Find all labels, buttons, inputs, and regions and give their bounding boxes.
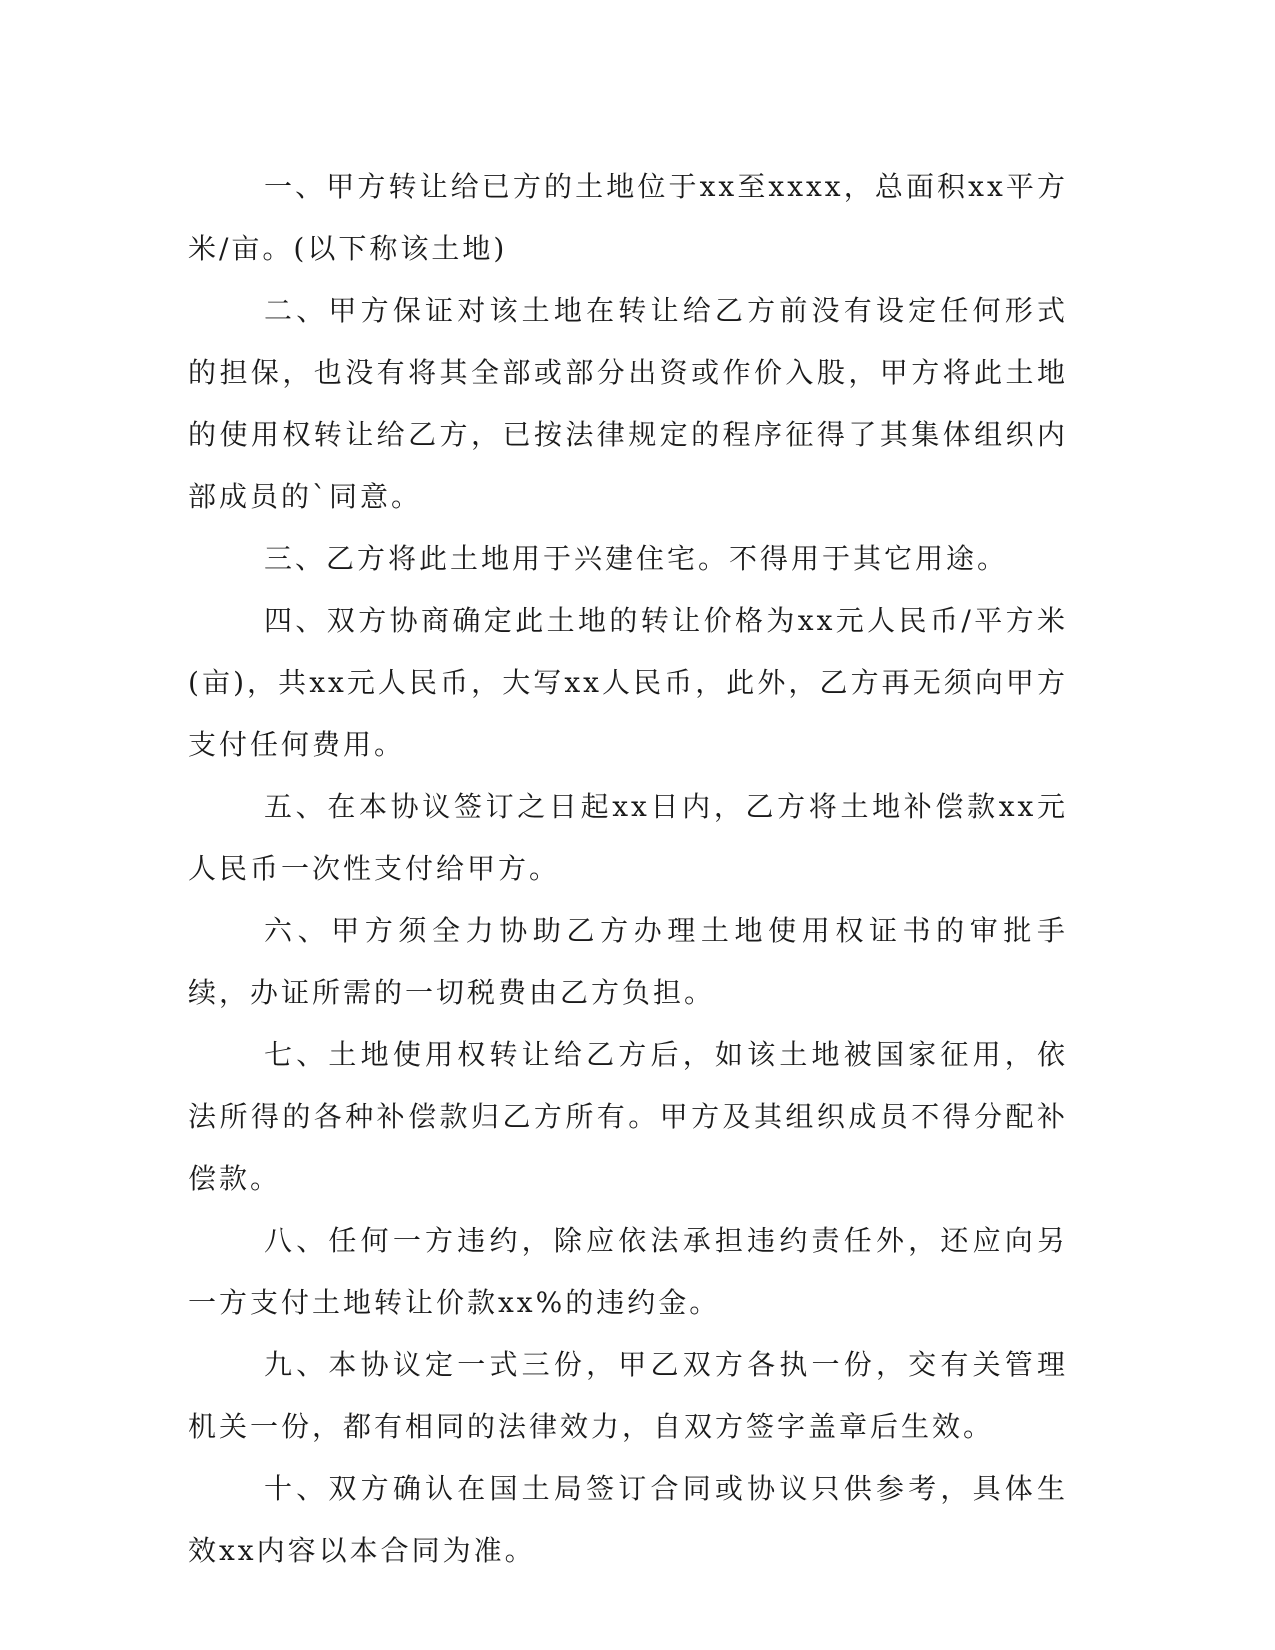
clause-1: 一、甲方转让给已方的土地位于xx至xxxx，总面积xx平方米/亩。(以下称该土地) bbox=[188, 170, 1068, 265]
clause-3: 三、乙方将此土地用于兴建住宅。不得用于其它用途。 bbox=[264, 542, 1009, 575]
contract-body bbox=[188, 156, 1068, 1582]
clause-5: 五、在本协议签订之日起xx日内，乙方将土地补偿款xx元人民币一次性支付给甲方。 bbox=[188, 790, 1068, 885]
clause-4: 四、双方协商确定此土地的转让价格为xx元人民币/平方米(亩)，共xx元人民币，大写xx人民币，此外，乙方再无须向甲方支付任何费用。 bbox=[188, 604, 1068, 761]
clause-7: 七、土地使用权转让给乙方后，如该土地被国家征用，依法所得的各种补偿款归乙方所有。甲方及其组织成员不得分配补偿款。 bbox=[188, 1038, 1068, 1195]
clause-10: 十、双方确认在国土局签订合同或协议只供参考，具体生效xx内容以本合同为准。 bbox=[188, 1472, 1068, 1567]
clause-6: 六、甲方须全力协助乙方办理土地使用权证书的审批手续，办证所需的一切税费由乙方负担。 bbox=[188, 914, 1068, 1009]
clause-8: 八、任何一方违约，除应依法承担违约责任外，还应向另一方支付土地转让价款xx%的违约金。 bbox=[188, 1224, 1068, 1319]
clause-9: 九、本协议定一式三份，甲乙双方各执一份，交有关管理机关一份，都有相同的法律效力，自双方签字盖章后生效。 bbox=[188, 1348, 1068, 1443]
clause-2: 二、甲方保证对该土地在转让给乙方前没有设定任何形式的担保，也没有将其全部或部分出资或作价入股，甲方将此土地的使用权转让给乙方，已按法律规定的程序征得了其集体组织内部成员的`同意。 bbox=[188, 294, 1068, 513]
